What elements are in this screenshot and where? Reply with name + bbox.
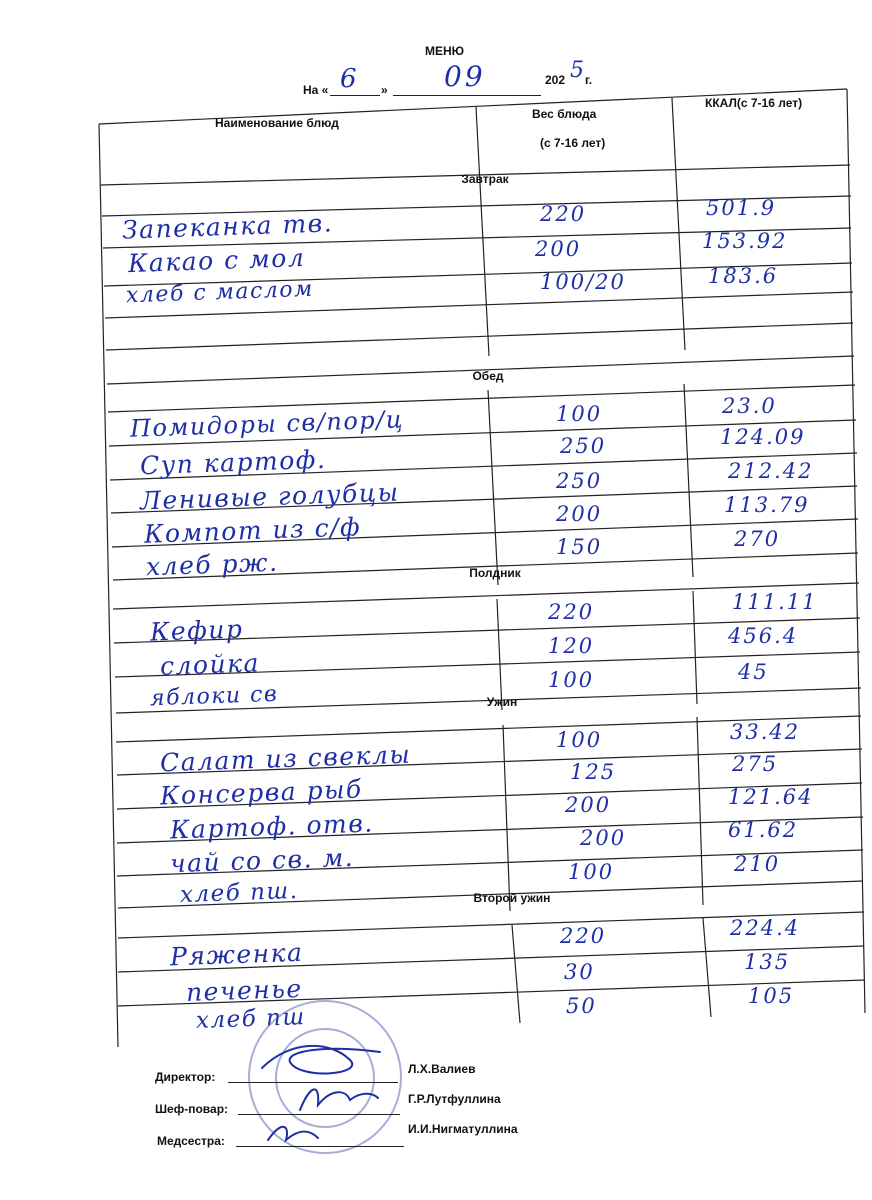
- dish-weight: 200: [580, 826, 627, 850]
- dish-weight: 250: [560, 434, 607, 458]
- dish-weight: 125: [570, 760, 617, 784]
- dish-name: хлеб рж.: [145, 547, 279, 582]
- date-year-digit: 5: [570, 58, 584, 83]
- dish-weight: 250: [556, 469, 603, 493]
- dish-weight: 120: [548, 634, 595, 658]
- signature-role: Шеф-повар:: [155, 1102, 229, 1116]
- signature-name: Л.Х.Валиев: [408, 1062, 476, 1076]
- dish-weight: 100: [556, 402, 603, 426]
- dish-kcal: 124.09: [720, 425, 806, 449]
- dish-kcal: 456.4: [728, 624, 799, 648]
- dish-weight: 100: [568, 860, 615, 884]
- dish-kcal: 212.42: [728, 459, 814, 483]
- dish-kcal: 270: [734, 527, 781, 551]
- dish-name: яблоки св: [149, 681, 279, 712]
- dish-name: слойка: [159, 648, 261, 681]
- dish-weight: 200: [565, 793, 612, 817]
- date-prefix: На «: [303, 83, 329, 97]
- dish-kcal: 501.9: [706, 196, 777, 220]
- date-close-quote: »: [381, 83, 388, 97]
- dish-kcal: 153.92: [702, 229, 788, 253]
- section-title: Полдник: [469, 566, 521, 580]
- dish-name: Ряженка: [169, 937, 304, 972]
- dish-weight: 100: [556, 728, 603, 752]
- dish-kcal: 121.64: [728, 785, 814, 809]
- signature-role: Директор:: [155, 1070, 216, 1084]
- dish-weight: 200: [535, 237, 582, 261]
- dish-weight: 30: [564, 960, 595, 984]
- dish-kcal: 105: [748, 984, 795, 1008]
- dish-kcal: 275: [732, 752, 779, 776]
- dish-weight: 100/20: [540, 270, 626, 294]
- dish-name: Запеканка тв.: [121, 208, 334, 245]
- dish-name: Суп картоф.: [139, 444, 327, 481]
- date-month: 09: [444, 60, 486, 93]
- dish-name: хлеб пш.: [179, 877, 299, 909]
- dish-kcal: 23.0: [722, 394, 777, 418]
- date-suffix: г.: [585, 73, 593, 87]
- dish-name: чай со св. м.: [169, 842, 355, 879]
- dish-weight: 220: [560, 924, 607, 948]
- dish-name: хлеб пш: [195, 1004, 307, 1034]
- dish-name: хлеб с маслом: [125, 276, 315, 309]
- signature-name: И.И.Нигматуллина: [408, 1122, 518, 1136]
- dish-name: Салат из свеклы: [159, 739, 412, 778]
- dish-name: Компот из с/ф: [143, 512, 362, 549]
- dish-kcal: 111.11: [732, 590, 818, 614]
- dish-name: Какао с мол: [127, 242, 306, 279]
- dish-kcal: 224.4: [730, 916, 801, 940]
- dish-name: Консерва рыб: [159, 774, 364, 811]
- section-title: Второй ужин: [473, 891, 551, 905]
- dish-weight: 150: [556, 535, 603, 559]
- signature-role: Медсестра:: [157, 1134, 225, 1148]
- section-title: Завтрак: [461, 172, 509, 186]
- date-day: 6: [340, 64, 357, 94]
- header-weight: Вес блюда: [532, 107, 597, 121]
- dish-kcal: 183.6: [708, 264, 779, 288]
- dish-name: Помидоры св/пор/ц: [129, 405, 405, 443]
- dish-kcal: 45: [738, 660, 769, 684]
- header-kcal: ККАЛ(с 7-16 лет): [705, 96, 803, 110]
- section-title: Обед: [472, 369, 504, 383]
- dish-weight: 220: [548, 600, 595, 624]
- dish-name: Кефир: [149, 614, 244, 647]
- dish-kcal: 33.42: [730, 720, 801, 744]
- dish-weight: 100: [548, 668, 595, 692]
- dish-name: Ленивые голубцы: [139, 477, 400, 516]
- dish-kcal: 113.79: [724, 493, 810, 517]
- section-title: Ужин: [486, 695, 518, 709]
- menu-title: МЕНЮ: [425, 44, 465, 58]
- dish-name: печенье: [185, 973, 304, 1008]
- header-weight-age: (с 7-16 лет): [540, 136, 606, 150]
- signature-name: Г.Р.Лутфуллина: [408, 1092, 501, 1106]
- header-dish-name: Наименование блюд: [215, 116, 339, 130]
- dish-kcal: 210: [734, 852, 781, 876]
- dish-kcal: 61.62: [728, 818, 799, 842]
- dish-kcal: 135: [744, 950, 791, 974]
- dish-weight: 200: [556, 502, 603, 526]
- dish-name: Картоф. отв.: [169, 808, 375, 845]
- dish-weight: 50: [566, 994, 597, 1018]
- date-year: 202: [545, 73, 566, 87]
- dish-weight: 220: [540, 202, 587, 226]
